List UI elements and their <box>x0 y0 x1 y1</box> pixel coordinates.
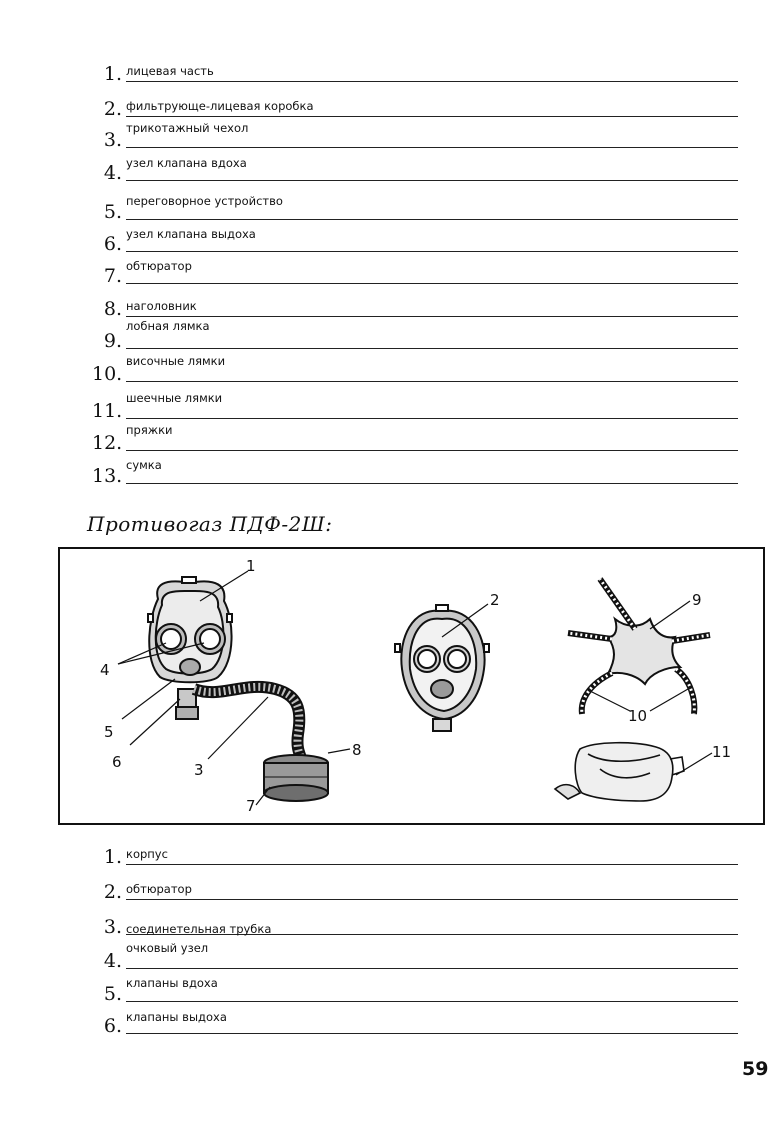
answer-text: узел клапана вдоха <box>126 156 247 170</box>
answer-text: переговорное устройство <box>126 194 283 208</box>
answer-line <box>126 1033 738 1034</box>
answer-line <box>126 483 738 484</box>
item-number: 1. <box>103 846 122 868</box>
obturator-drawing <box>395 605 489 731</box>
item-number: 9. <box>103 330 122 352</box>
answer-line <box>126 348 738 349</box>
item-number: 3. <box>103 916 122 938</box>
bag-drawing <box>555 743 684 801</box>
callout-3: 3 <box>194 761 204 779</box>
answer-text: узел клапана выдоха <box>126 227 256 241</box>
list-item <box>92 970 738 1004</box>
item-number: 3. <box>103 129 122 151</box>
list-item <box>92 188 738 222</box>
callout-7: 7 <box>246 797 256 815</box>
callout-8: 8 <box>352 741 362 759</box>
gas-mask-figure <box>58 547 765 825</box>
gas-mask-illustration <box>60 549 763 823</box>
answer-line <box>126 81 738 82</box>
list-item <box>92 116 738 150</box>
answer-text: лицевая часть <box>126 64 214 78</box>
list-item <box>92 50 738 84</box>
item-number: 6. <box>103 1015 122 1037</box>
list-item <box>92 868 738 902</box>
answer-line <box>126 864 738 865</box>
list-item <box>92 387 738 421</box>
answer-text: клапаны вдоха <box>126 976 218 990</box>
item-number: 10. <box>92 363 123 385</box>
answer-text: сумка <box>126 458 162 472</box>
answer-text: лобная лямка <box>126 319 210 333</box>
item-number: 4. <box>103 950 122 972</box>
callout-10: 10 <box>628 707 648 725</box>
item-number: 7. <box>103 265 122 287</box>
item-number: 13. <box>92 465 123 487</box>
item-number: 4. <box>103 162 122 184</box>
answer-line <box>126 283 738 284</box>
item-number: 2. <box>103 98 122 120</box>
answer-text: фильтрующе-лицевая коробка <box>126 99 314 113</box>
answer-text: корпус <box>126 847 168 861</box>
callout-2: 2 <box>490 591 500 609</box>
callout-6: 6 <box>112 753 122 771</box>
item-number: 5. <box>103 201 122 223</box>
section-title: Противогаз ПДФ-2Ш: <box>87 512 333 536</box>
item-number: 12. <box>92 432 123 454</box>
item-number: 11. <box>92 400 123 422</box>
callout-9: 9 <box>692 591 702 609</box>
answer-text: трикотажный чехол <box>126 121 249 135</box>
answer-line <box>126 899 738 900</box>
answer-text: обтюратор <box>126 882 192 896</box>
list-item <box>92 220 738 254</box>
answer-text: клапаны выдоха <box>126 1010 227 1024</box>
face-mask-drawing <box>148 577 328 801</box>
answer-line <box>126 147 738 148</box>
list-item <box>92 350 738 384</box>
list-item <box>92 937 738 971</box>
item-number: 1. <box>103 63 122 85</box>
list-item <box>92 833 738 867</box>
list-item <box>92 1002 738 1036</box>
answer-text: височные лямки <box>126 354 226 368</box>
list-item <box>92 903 738 937</box>
answer-line <box>126 450 738 451</box>
answer-text: наголовник <box>126 299 197 313</box>
answer-text: соединетельная трубка <box>126 922 272 936</box>
list-item <box>92 452 738 486</box>
list-item <box>92 317 738 351</box>
item-number: 2. <box>103 881 122 903</box>
head-harness-drawing <box>568 579 710 714</box>
list-item <box>92 285 738 319</box>
answer-line <box>126 180 738 181</box>
list-item <box>92 252 738 286</box>
callout-11: 11 <box>712 743 732 761</box>
list-item <box>92 85 738 119</box>
answer-text: пряжки <box>126 423 173 437</box>
list-item <box>92 419 738 453</box>
item-number: 6. <box>103 233 122 255</box>
callout-1: 1 <box>246 557 256 575</box>
list-item <box>92 149 738 183</box>
page-number: 59 <box>742 1058 769 1080</box>
item-number: 8. <box>103 298 122 320</box>
answer-text: шеечные лямки <box>126 391 223 405</box>
callout-5: 5 <box>104 723 114 741</box>
callout-4: 4 <box>100 661 110 679</box>
answer-text: обтюратор <box>126 259 192 273</box>
answer-text: очковый узел <box>126 941 209 955</box>
answer-line <box>126 968 738 969</box>
answer-line <box>126 381 738 382</box>
item-number: 5. <box>103 983 122 1005</box>
